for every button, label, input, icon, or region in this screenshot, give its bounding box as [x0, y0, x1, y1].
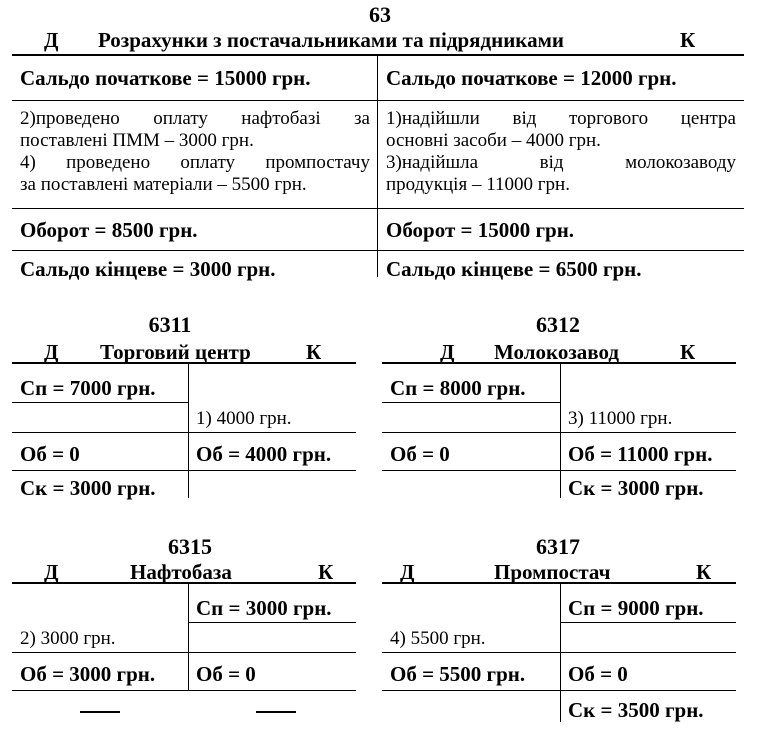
account-63-top-rule: [12, 54, 744, 56]
t6317-credit-turnover: Об = 0: [568, 662, 628, 686]
t6312-credit-entry: 3) 11000 грн.: [568, 408, 673, 429]
t6311-title: Торговий центр: [100, 340, 251, 364]
t6315-divider: [188, 582, 189, 690]
t6311-rule-2: [12, 432, 356, 433]
account-63-credit-closing: Сальдо кінцеве = 6500 грн.: [386, 257, 642, 281]
account-63-debit-entries: [20, 108, 370, 196]
t6312-rule-2: [382, 432, 736, 433]
account-63-credit-turnover: Оборот = 15000 грн.: [386, 218, 575, 242]
t6317-title: Промпостач: [494, 560, 611, 584]
t6317-rule-3: [382, 690, 736, 691]
account-63-entry-2-line-1: 2)проведено оплату нафтобазі за: [20, 108, 370, 129]
t6312-debit-turnover: Об = 0: [390, 442, 450, 466]
account-63-entry-1-line-2: основні засоби – 4000 грн.: [386, 130, 601, 151]
account-63-row-rule-1: [12, 100, 744, 101]
t6311-rule-1: [12, 402, 188, 403]
t6315-credit-closing-dash: [256, 711, 296, 713]
account-63-entry-1-line-1: 1)надійшли від торгового центра: [386, 108, 736, 129]
t6312-credit-mark: К: [680, 340, 696, 364]
t6317-debit-turnover: Об = 5500 грн.: [390, 662, 526, 686]
t6311-debit-turnover: Об = 0: [20, 442, 80, 466]
account-63-number: 63: [369, 2, 391, 27]
t6315-rule-1: [188, 622, 356, 623]
t6317-credit-closing: Ск = 3500 грн.: [568, 698, 704, 722]
t6317-debit-entry: 4) 5500 грн.: [390, 628, 486, 649]
t6315-credit-turnover: Об = 0: [196, 662, 256, 686]
t6317-number: 6317: [536, 534, 580, 559]
t6312-title: Молокозавод: [494, 340, 620, 364]
account-63-credit-entries: [386, 108, 736, 196]
t6312-credit-closing: Ск = 3000 грн.: [568, 476, 704, 500]
account-63-credit-mark: К: [680, 28, 696, 52]
t6311-debit-opening: Сп = 7000 грн.: [20, 376, 156, 400]
t6315-debit-mark: Д: [44, 560, 59, 584]
account-63-entry-3-line-2: продукція – 11000 грн.: [386, 174, 570, 195]
account-63-entry-4-line-2: за поставлені матеріали – 5500 грн.: [20, 174, 307, 195]
t6312-credit-turnover: Об = 11000 грн.: [568, 442, 713, 466]
account-63-debit-mark: Д: [44, 28, 59, 52]
t6311-credit-mark: К: [306, 340, 322, 364]
account-63-debit-opening: Сальдо початкове = 15000 грн.: [20, 66, 311, 90]
account-63-row-rule-2: [12, 208, 744, 209]
account-63-row-rule-3: [12, 250, 744, 251]
t6312-rule-3: [382, 470, 736, 471]
t6315-credit-mark: К: [318, 560, 334, 584]
t6315-debit-entry: 2) 3000 грн.: [20, 628, 116, 649]
t6317-debit-mark: Д: [400, 560, 415, 584]
t6311-divider: [188, 362, 189, 498]
t6315-debit-turnover: Об = 3000 грн.: [20, 662, 156, 686]
t6312-rule-1: [382, 402, 560, 403]
t6312-debit-mark: Д: [440, 340, 455, 364]
t6317-credit-mark: К: [696, 560, 712, 584]
account-63-divider: [377, 55, 378, 277]
t6312-debit-opening: Сп = 8000 грн.: [390, 376, 526, 400]
t6315-debit-closing-dash: [80, 711, 120, 713]
t6311-rule-3: [12, 470, 356, 471]
t6312-top-rule: [382, 362, 736, 364]
t6315-title: Нафтобаза: [130, 560, 232, 584]
t6317-credit-opening: Сп = 9000 грн.: [568, 596, 704, 620]
account-63-debit-turnover: Оборот = 8500 грн.: [20, 218, 198, 242]
account-63-entry-4-line-1: 4) проведено оплату промпостачу: [20, 152, 370, 173]
account-63-credit-opening: Сальдо початкове = 12000 грн.: [386, 66, 677, 90]
t6317-rule-1: [560, 622, 736, 623]
t6311-number: 6311: [148, 312, 192, 337]
account-63-entry-2-line-2: поставлені ПММ – 3000 грн.: [20, 130, 254, 151]
t6312-divider: [560, 362, 561, 498]
t6311-credit-turnover: Об = 4000 грн.: [196, 442, 332, 466]
t6312-number: 6312: [536, 312, 580, 337]
t6315-rule-3: [12, 690, 356, 691]
account-63-title: Розрахунки з постачальниками та підрядниками: [98, 28, 564, 52]
t6315-rule-2: [12, 652, 356, 653]
account-63-debit-closing: Сальдо кінцеве = 3000 грн.: [20, 257, 276, 281]
t6315-number: 6315: [168, 534, 212, 559]
t6315-credit-opening: Сп = 3000 грн.: [196, 596, 332, 620]
t6311-debit-mark: Д: [44, 340, 59, 364]
t6315-top-rule: [12, 582, 356, 584]
account-63-entry-3-line-1: 3)надійшла від молокозаводу: [386, 152, 736, 173]
t6317-rule-2: [382, 652, 736, 653]
t6311-top-rule: [12, 362, 356, 364]
t6311-credit-entry: 1) 4000 грн.: [196, 408, 292, 429]
t6317-top-rule: [382, 582, 736, 584]
t6311-debit-closing: Ск = 3000 грн.: [20, 476, 156, 500]
